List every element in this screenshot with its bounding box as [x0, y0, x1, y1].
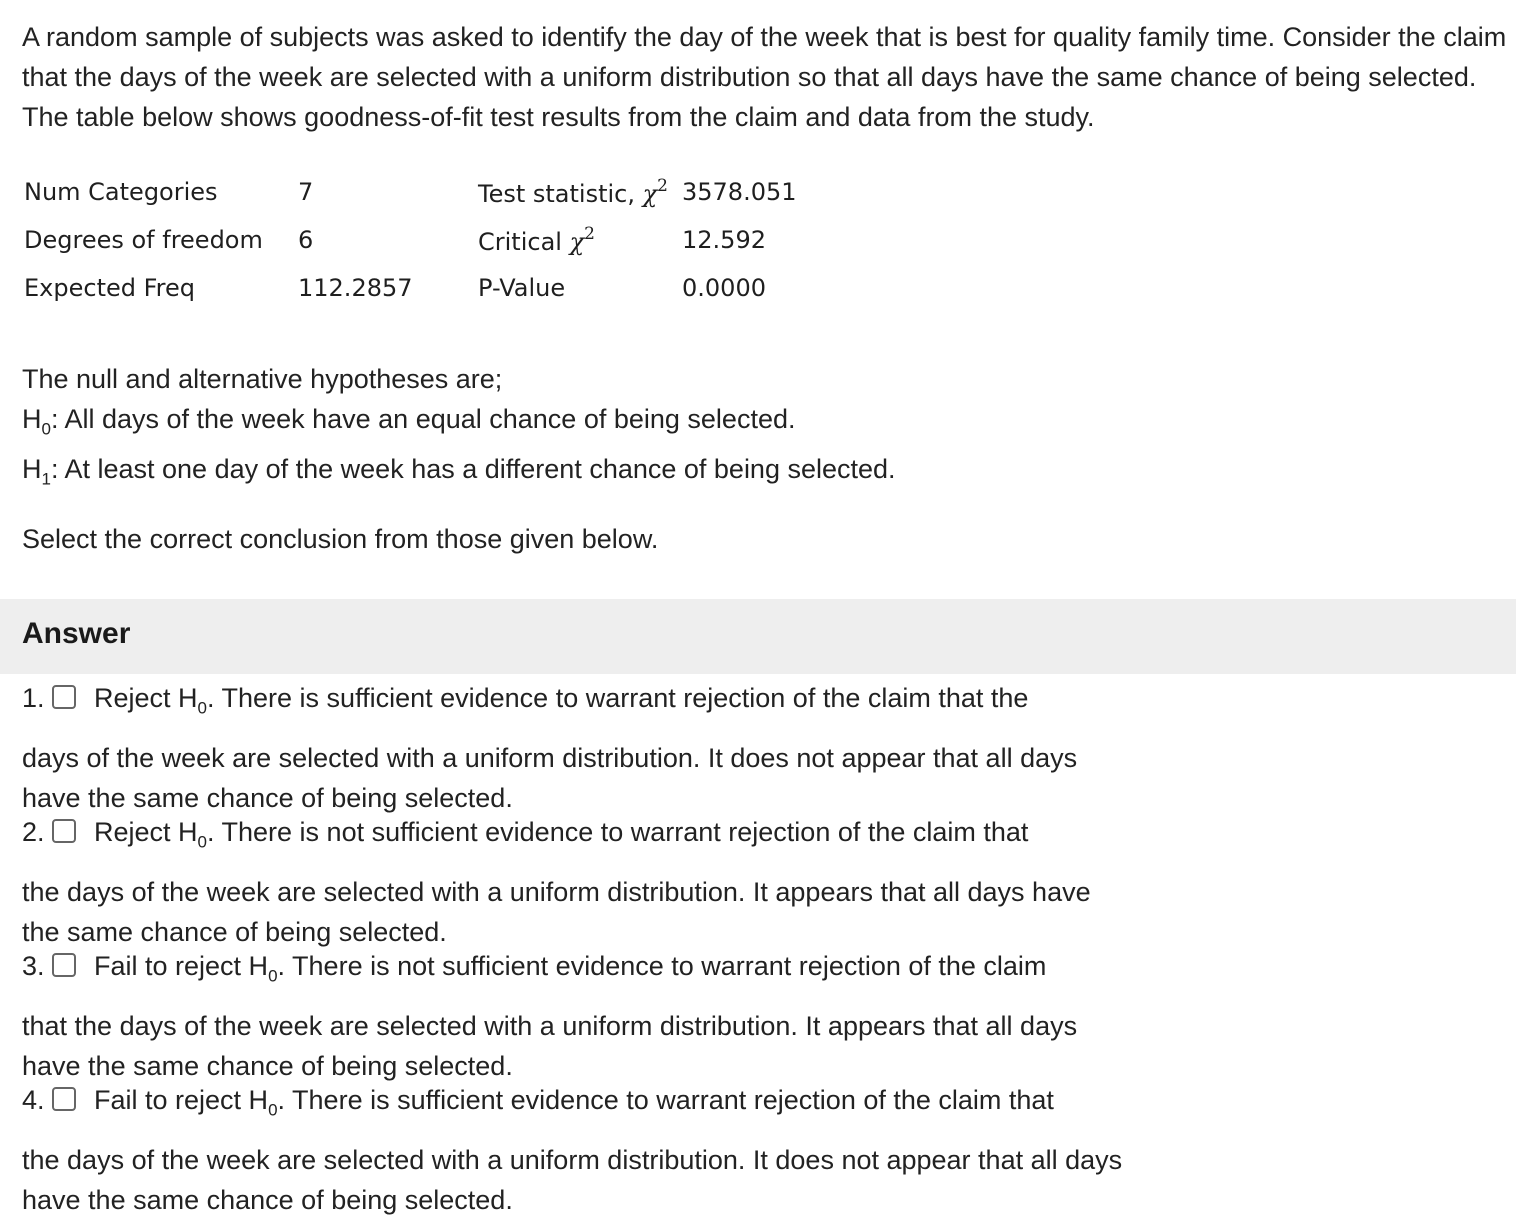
option-subscript: 0	[268, 1100, 278, 1120]
option-lead: Fail to reject H	[94, 1085, 269, 1115]
option-continuation: days of the week are selected with a uniform distribution. It does not appear that all days have the same chance of being selected.	[22, 743, 1078, 814]
answer-option-3[interactable]	[22, 946, 1132, 1080]
stat-value: 7	[298, 178, 314, 206]
option-text	[94, 683, 1029, 718]
h1-letter: H	[22, 454, 42, 485]
option-checkbox[interactable]	[52, 819, 76, 843]
instruction-text: Select the correct conclusion from those given below.	[22, 524, 659, 554]
stat-value: 6	[298, 226, 314, 254]
stat-label: Num Categories	[24, 178, 218, 206]
hypotheses	[22, 359, 896, 500]
option-text	[94, 951, 1047, 986]
answer-header	[0, 599, 1516, 674]
stat-label: Expected Freq	[24, 274, 195, 302]
option-number: 3.	[22, 951, 45, 981]
chi-square-symbol	[642, 176, 668, 208]
alternative-hypothesis	[22, 449, 896, 499]
chi-letter: χ	[569, 228, 585, 256]
stat-label-text: Critical	[478, 228, 570, 256]
stat-label	[478, 178, 668, 208]
answer-option-1[interactable]	[22, 678, 1132, 812]
option-first-line: . There is not sufficient evidence to warrant rejection of the claim that	[207, 817, 1029, 847]
stat-label	[478, 226, 595, 256]
option-checkbox[interactable]	[52, 953, 76, 977]
option-continuation: that the days of the week are selected with a uniform distribution. It appears that all days have the same chance of being selected.	[22, 1011, 1078, 1082]
option-subscript: 0	[268, 966, 278, 986]
option-first-line: . There is sufficient evidence to warrant rejection of the claim that	[277, 1085, 1054, 1115]
chi-exponent: 2	[657, 176, 668, 196]
stat-value: 112.2857	[298, 274, 413, 302]
h1-subscript: 1	[41, 469, 51, 489]
option-lead: Reject H	[94, 683, 198, 713]
option-lead: Reject H	[94, 817, 198, 847]
option-text	[94, 1085, 1054, 1120]
chi-letter: χ	[642, 180, 658, 208]
option-continuation: the days of the week are selected with a uniform distribution. It does not appear that all days have the same chance of being selected.	[22, 1145, 1123, 1216]
null-hypothesis	[22, 399, 896, 449]
option-text	[94, 817, 1029, 852]
stat-value: 0.0000	[682, 274, 766, 302]
option-subscript: 0	[197, 832, 207, 852]
h0-letter: H	[22, 404, 42, 434]
option-subscript: 0	[197, 698, 207, 718]
stat-label-text: Test statistic,	[478, 180, 643, 208]
answer-heading: Answer	[22, 617, 131, 650]
option-checkbox[interactable]	[52, 1087, 76, 1111]
chi-square-symbol	[569, 224, 595, 256]
stat-value: 3578.051	[682, 178, 797, 206]
answer-options	[22, 678, 1132, 1214]
stat-label: Degrees of freedom	[24, 226, 263, 254]
h0-subscript: 0	[41, 419, 51, 439]
answer-option-2[interactable]	[22, 812, 1132, 946]
option-number: 1.	[22, 683, 45, 713]
option-first-line: . There is sufficient evidence to warrant rejection of the claim that the	[207, 683, 1029, 713]
answer-option-4[interactable]	[22, 1080, 1132, 1214]
h0-text: : All days of the week have an equal chance of being selected.	[50, 404, 796, 434]
option-checkbox[interactable]	[52, 685, 76, 709]
stat-value: 12.592	[682, 226, 766, 254]
chi-exponent: 2	[584, 224, 595, 244]
question-text: A random sample of subjects was asked to identify the day of the week that is best for quality family time. Consider the claim that the days of the week are selected with a uniform distribution so that all days have the same chance of being selected. The table below shows goodness-of-fit test results from the claim and data from the study.	[22, 22, 1507, 132]
option-lead: Fail to reject H	[94, 951, 269, 981]
option-continuation: the days of the week are selected with a uniform distribution. It appears that all days have the same chance of being selected.	[22, 877, 1091, 948]
hypotheses-intro: The null and alternative hypotheses are;	[22, 364, 503, 394]
option-first-line: . There is not sufficient evidence to warrant rejection of the claim	[277, 951, 1047, 981]
option-number: 2.	[22, 817, 45, 847]
h1-text: : At least one day of the week has a different chance of being selected.	[50, 454, 896, 485]
stat-label: P-Value	[478, 274, 566, 302]
option-number: 4.	[22, 1085, 45, 1115]
